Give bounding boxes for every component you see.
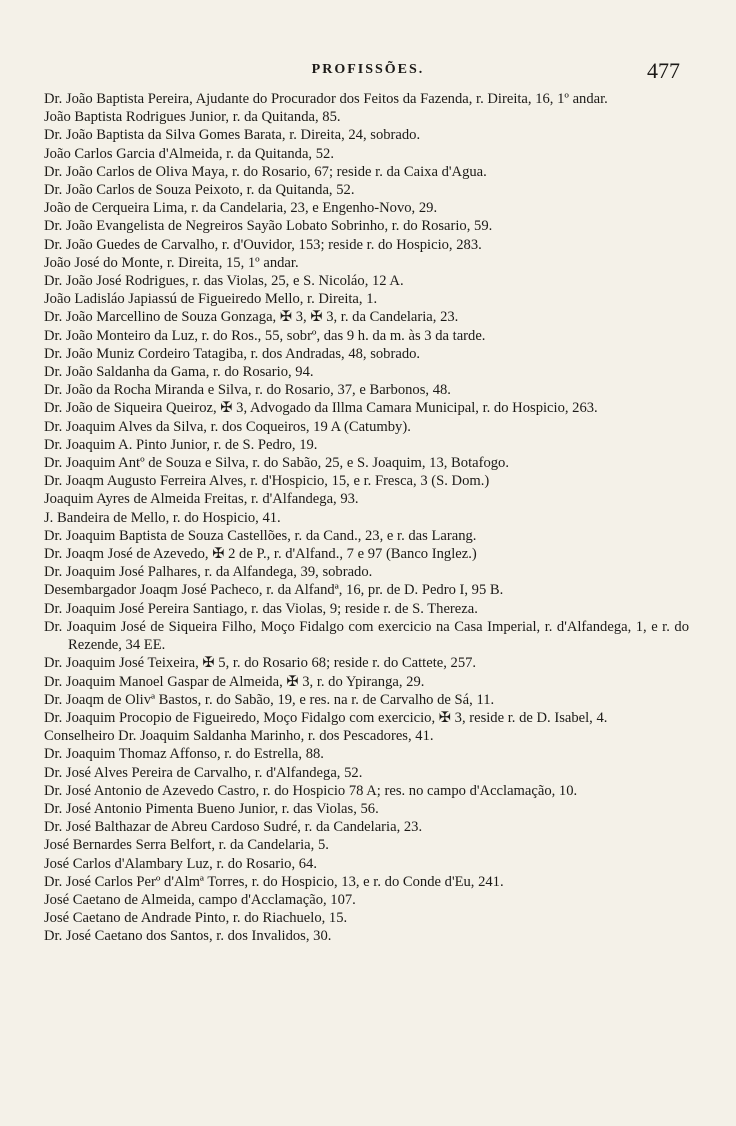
directory-entry: Desembargador Joaqm José Pacheco, r. da Alfandª, 16, pr. de D. Pedro I, 95 B. [44,582,504,599]
directory-entry: Dr. João Baptista Pereira, Ajudante do Procurador dos Feitos da Fazenda, r. Direita, 16, 1º andar. [44,91,608,107]
directory-entry: Dr. João Baptista da Silva Gomes Barata, r. Direita, 24, sobrado. [44,127,421,144]
directory-entry: Dr. Joaquim Procopio de Figueiredo, Moço Fidalgo com exercicio, ✠ 3, reside r. de D. Isabel, 4. [44,709,608,726]
directory-entry: Conselheiro Dr. Joaquim Saldanha Marinho, r. dos Pescadores, 41. [44,728,434,745]
directory-entry: José Caetano de Almeida, campo d'Acclamação, 107. [44,891,356,908]
page-number: 477 [647,58,680,83]
directory-entry: João Ladisláo Japiassú de Figueiredo Mello, r. Direita, 1. [44,291,378,308]
directory-entry: Dr. José Alves Pereira de Carvalho, r. d'Alfandega, 52. [44,764,363,781]
directory-entry: Dr. João Carlos de Souza Peixoto, r. da Quitanda, 52. [44,182,355,199]
directory-entry: Dr. José Antonio de Azevedo Castro, r. do Hospicio 78 A; res. no campo d'Acclamação, 10. [44,782,578,799]
directory-entry: Dr. Joaquim Manoel Gaspar de Almeida, ✠ 3, r. do Ypiranga, 29. [44,673,425,690]
directory-entry: João de Cerqueira Lima, r. da Candelaria, 23, e Engenho-Novo, 29. [44,200,438,217]
directory-entry: Dr. João Guedes de Carvalho, r. d'Ouvidor, 153; reside r. do Hospicio, 283. [44,236,482,253]
directory-entry: Dr. João José Rodrigues, r. das Violas, 25, e S. Nicoláo, 12 A. [44,273,404,290]
directory-entry: Dr. Joaqm de Olivª Bastos, r. do Sabão, 19, e res. na r. de Carvalho de Sá, 11. [44,691,495,708]
directory-entry: Dr. Joaquim José de Siqueira Filho, Moço Fidalgo com exercicio na Casa Imperial, r. d'Alfandega, 1, e r. do Rezende, 34 EE. [44,618,689,654]
directory-entry: José Carlos d'Alambary Luz, r. do Rosario, 64. [44,855,317,872]
directory-entry: Dr. Joaqm Augusto Ferreira Alves, r. d'Hospicio, 15, e r. Fresca, 3 (S. Dom.) [44,473,490,490]
directory-entry: Dr. João Monteiro da Luz, r. do Ros., 55, sobrº, das 9 h. da m. às 3 da tarde. [44,327,486,344]
directory-entry-list [44,90,689,946]
page-title: PROFISSÕES. [311,62,425,77]
directory-entry: Joaquim Ayres de Almeida Freitas, r. d'Alfandega, 93. [44,491,359,508]
directory-entry: Dr. João Evangelista de Negreiros Sayão Lobato Sobrinho, r. do Rosario, 59. [44,218,493,235]
directory-entry: Dr. Joaquim Baptista de Souza Castellões, r. da Cand., 23, e r. das Larang. [44,527,477,544]
directory-entry: Dr. José Antonio Pimenta Bueno Junior, r. das Violas, 56. [44,800,379,817]
directory-entry: Dr. Joaquim Alves da Silva, r. dos Coqueiros, 19 A (Catumby). [44,418,411,435]
directory-entry: João Carlos Garcia d'Almeida, r. da Quitanda, 52. [44,145,334,162]
directory-entry: Dr. João Carlos de Oliva Maya, r. do Rosario, 67; reside r. da Caixa d'Agua. [44,163,487,180]
directory-entry: Dr. João de Siqueira Queiroz, ✠ 3, Advogado da Illma Camara Municipal, r. do Hospicio, 263. [44,400,598,417]
directory-entry: Dr. João Marcellino de Souza Gonzaga, ✠ 3, ✠ 3, r. da Candelaria, 23. [44,309,459,326]
directory-entry: Dr. Joaquim José Teixeira, ✠ 5, r. do Rosario 68; reside r. do Cattete, 257. [44,655,477,672]
page-header [0,58,736,88]
directory-entry: Dr. João Saldanha da Gama, r. do Rosario, 94. [44,364,314,381]
directory-entry: Dr. Joaqm José de Azevedo, ✠ 2 de P., r. d'Alfand., 7 e 97 (Banco Inglez.) [44,546,477,563]
directory-entry: José Caetano de Andrade Pinto, r. do Riachuelo, 15. [44,910,348,927]
directory-entry: Dr. Joaquim José Pereira Santiago, r. das Violas, 9; reside r. de S. Thereza. [44,600,478,617]
directory-entry: Dr. José Carlos Perº d'Almª Torres, r. do Hospicio, 13, e r. do Conde d'Eu, 241. [44,873,504,890]
directory-entry: Dr. João Muniz Cordeiro Tatagiba, r. dos Andradas, 48, sobrado. [44,345,421,362]
directory-entry: Dr. João da Rocha Miranda e Silva, r. do Rosario, 37, e Barbonos, 48. [44,382,451,399]
directory-entry: João Baptista Rodrigues Junior, r. da Quitanda, 85. [44,109,341,126]
directory-entry: Dr. Joaquim Thomaz Affonso, r. do Estrella, 88. [44,746,324,763]
directory-entry: José Bernardes Serra Belfort, r. da Candelaria, 5. [44,837,329,854]
directory-entry: Dr. José Balthazar de Abreu Cardoso Sudré, r. da Candelaria, 23. [44,819,423,836]
directory-entry: J. Bandeira de Mello, r. do Hospicio, 41. [44,509,281,526]
directory-entry: Dr. Joaquim José Palhares, r. da Alfandega, 39, sobrado. [44,564,373,581]
directory-entry: Dr. Joaquim Antº de Souza e Silva, r. do Sabão, 25, e S. Joaquim, 13, Botafogo. [44,455,509,472]
directory-entry: Dr. Joaquim A. Pinto Junior, r. de S. Pedro, 19. [44,436,318,453]
directory-entry: João José do Monte, r. Direita, 15, 1º andar. [44,254,299,271]
directory-entry: Dr. José Caetano dos Santos, r. dos Invalidos, 30. [44,928,332,945]
